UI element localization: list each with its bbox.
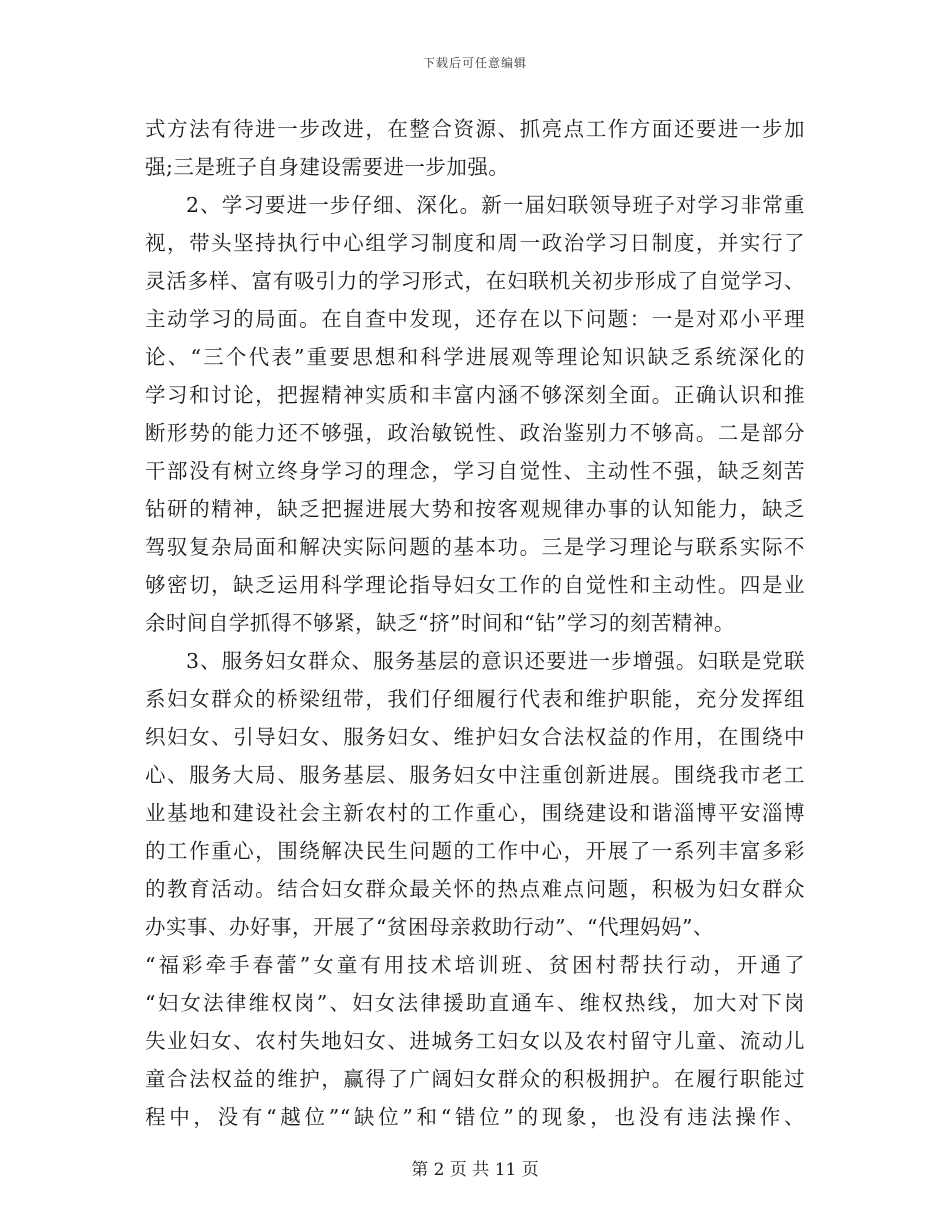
page-number-footer: 第 2 页 共 11 页 bbox=[411, 1160, 539, 1180]
text-line: 够密切，缺乏运用科学理论指导妇女工作的自觉性和主动性。四是业 bbox=[145, 573, 805, 597]
text-line: 失业妇女、农村失地妇女、进城务工妇女以及农村留守儿童、流动儿 bbox=[145, 1029, 805, 1053]
text-line: 驾驭复杂局面和解决实际问题的基本功。三是学习理论与联系实际不 bbox=[145, 535, 805, 559]
text-line: “妇女法律维权岗”、妇女法律援助直通车、维权热线，加大对下岗 bbox=[145, 991, 805, 1015]
text-line: 论、“三个代表”重要思想和科学进展观等理论知识缺乏系统深化的 bbox=[145, 345, 805, 369]
text-line: 办实事、办好事，开展了“贫困母亲救助行动”、“代理妈妈”、 bbox=[145, 915, 714, 939]
text-line: 干部没有树立终身学习的理念，学习自觉性、主动性不强，缺乏刻苦 bbox=[145, 459, 805, 483]
text-line: 程中，没有“越位”“缺位”和“错位”的现象，也没有违法操作、 bbox=[145, 1105, 805, 1129]
text-line: 的工作重心，围绕解决民生问题的工作中心，开展了一系列丰富多彩 bbox=[145, 839, 805, 863]
text-line: 式方法有待进一步改进，在整合资源、抓亮点工作方面还要进一步加 bbox=[145, 117, 805, 141]
text-line: 系妇女群众的桥梁纽带，我们仔细履行代表和维护职能，充分发挥组 bbox=[145, 687, 805, 711]
paragraph-start-line: 2、学习要进一步仔细、深化。新一届妇联领导班子对学习非常重 bbox=[186, 193, 805, 217]
page-header: 下载后可任意编辑 bbox=[422, 56, 527, 70]
text-line: 学习和讨论，把握精神实质和丰富内涵不够深刻全面。正确认识和推 bbox=[145, 383, 805, 407]
text-line: 童合法权益的维护，赢得了广阔妇女群众的积极拥护。在履行职能过 bbox=[145, 1067, 805, 1091]
text-line: 断形势的能力还不够强，政治敏锐性、政治鉴别力不够高。二是部分 bbox=[145, 421, 805, 445]
text-line: “福彩牵手春蕾”女童有用技术培训班、贫困村帮扶行动，开通了 bbox=[145, 953, 805, 977]
text-line: 强;三是班子自身建设需要进一步加强。 bbox=[145, 155, 510, 179]
text-line: 业基地和建设社会主新农村的工作重心，围绕建设和谐淄博平安淄博 bbox=[145, 801, 805, 825]
text-line: 钻研的精神，缺乏把握进展大势和按客观规律办事的认知能力，缺乏 bbox=[145, 497, 805, 521]
text-line: 心、服务大局、服务基层、服务妇女中注重创新进展。围绕我市老工 bbox=[145, 763, 805, 787]
text-line: 灵活多样、富有吸引力的学习形式，在妇联机关初步形成了自觉学习、 bbox=[145, 269, 805, 293]
text-line: 主动学习的局面。在自查中发现，还存在以下问题：一是对邓小平理 bbox=[145, 307, 805, 331]
paragraph-start-line: 3、服务妇女群众、服务基层的意识还要进一步增强。妇联是党联 bbox=[186, 649, 805, 673]
text-line: 的教育活动。结合妇女群众最关怀的热点难点问题，积极为妇女群众 bbox=[145, 877, 805, 901]
text-line: 织妇女、引导妇女、服务妇女、维护妇女合法权益的作用，在围绕中 bbox=[145, 725, 805, 749]
text-line: 视，带头坚持执行中心组学习制度和周一政治学习日制度，并实行了 bbox=[145, 231, 805, 255]
document-body bbox=[145, 110, 805, 1136]
text-line: 余时间自学抓得不够紧，缺乏“挤”时间和“钻”学习的刻苦精神。 bbox=[145, 611, 735, 635]
